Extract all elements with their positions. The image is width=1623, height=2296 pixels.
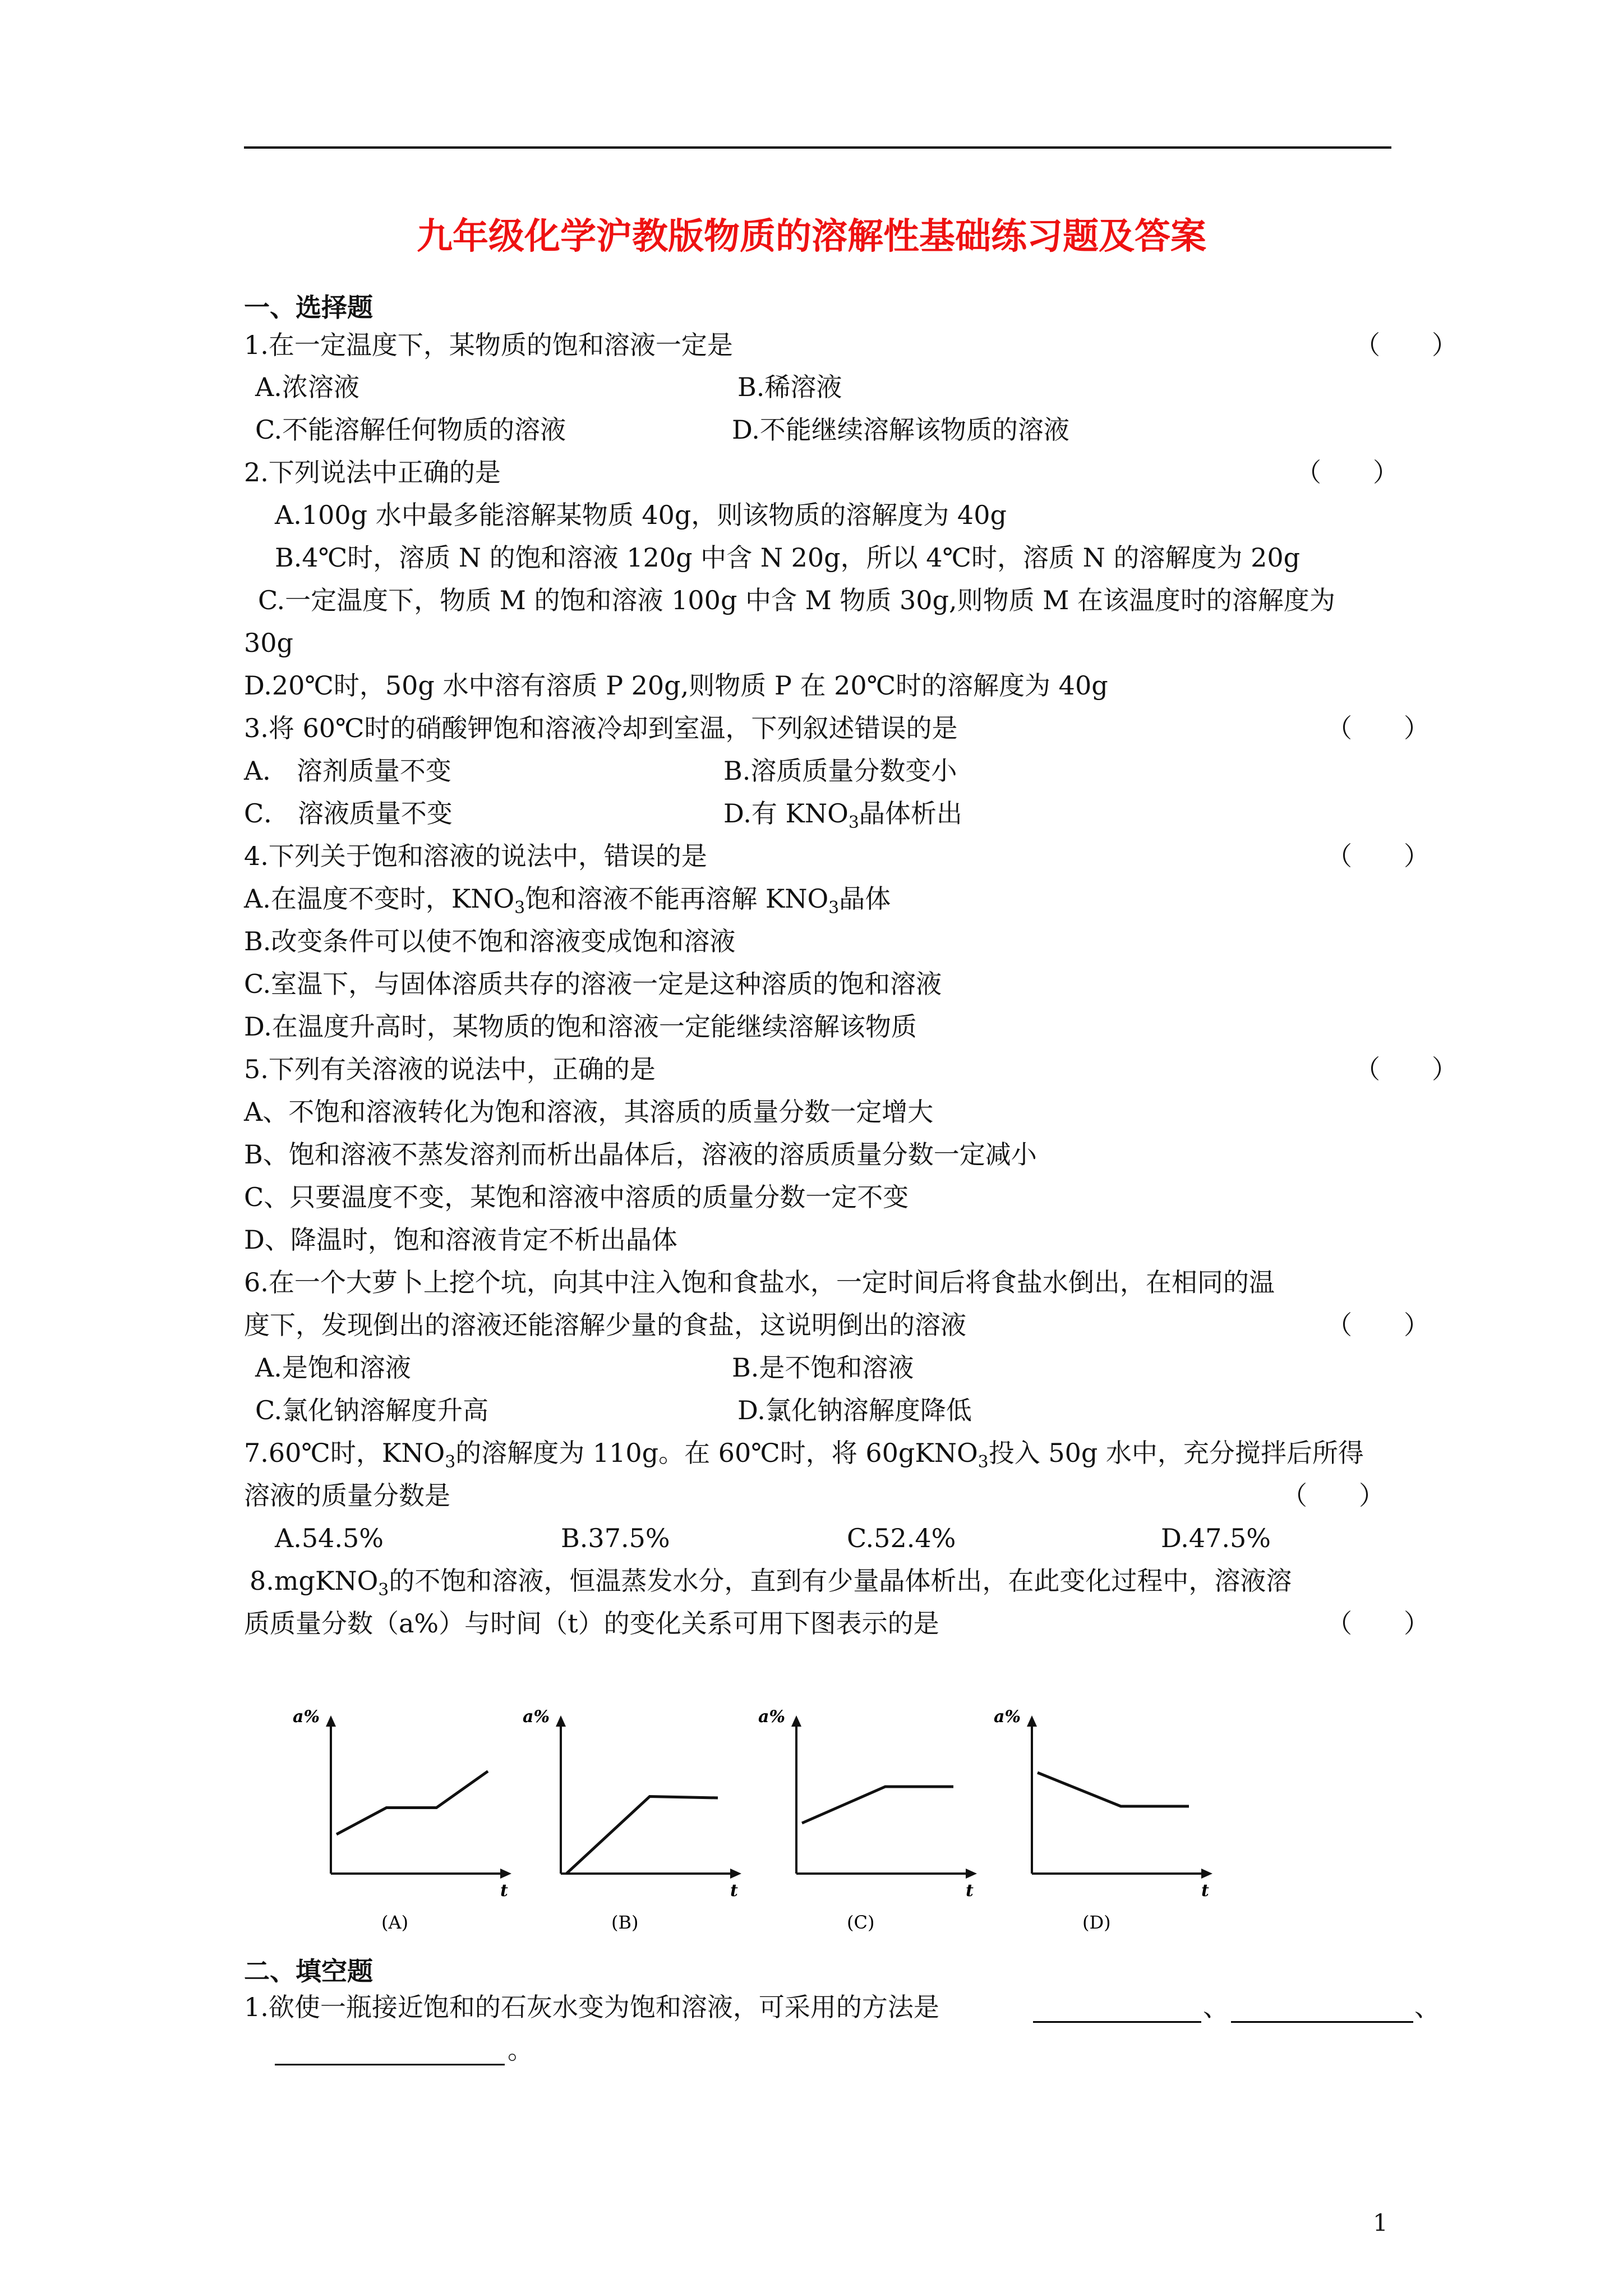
q1-stem: 1.在一定温度下，某物质的饱和溶液一定是 — [244, 330, 733, 360]
fill1-blank-2[interactable] — [1231, 2021, 1413, 2023]
q6-option-c: C.氯化钠溶解度升高 — [255, 1395, 489, 1425]
q6-option-b: B.是不饱和溶液 — [732, 1352, 914, 1383]
q5-option-a: A、不饱和溶液转化为饱和溶液，其溶质的质量分数一定增大 — [244, 1097, 934, 1127]
q7-option-a: A.54.5% — [275, 1523, 384, 1553]
q6-stem-line1: 6.在一个大萝卜上挖个坑，向其中注入饱和食盐水，一定时间后将食盐水倒出，在相同的温 — [244, 1267, 1275, 1297]
q6-option-a: A.是饱和溶液 — [255, 1352, 411, 1383]
graph-a — [280, 1700, 508, 1935]
fill1-stem: 1.欲使一瓶接近饱和的石灰水变为饱和溶液，可采用的方法是 — [244, 1992, 939, 2022]
q4-option-d: D.在温度升高时，某物质的饱和溶液一定能继续溶解该物质 — [244, 1011, 917, 1042]
q3-option-a: A． 溶剂质量不变 — [244, 756, 451, 786]
q3-option-d: D.有 $KNO_3$晶体析出 — [723, 798, 962, 833]
q5-option-d: D、降温时，饱和溶液肯定不析出晶体 — [244, 1225, 677, 1255]
graph-c — [746, 1700, 974, 1935]
q5-option-b: B、饱和溶液不蒸发溶剂而析出晶体后，溶液的溶质质量分数一定减小 — [244, 1139, 1037, 1170]
graph-caption: (C) — [847, 1912, 875, 1933]
y-axis-arrow — [556, 1715, 566, 1727]
q1-option-d: D.不能继续溶解该物质的溶液 — [732, 415, 1069, 445]
fill1-blank-1[interactable] — [1033, 2021, 1201, 2023]
q1-answer-paren: （ ） — [1354, 330, 1458, 360]
q7-option-d: D.47.5% — [1161, 1523, 1271, 1553]
q7-answer-paren: （ ） — [1281, 1480, 1385, 1511]
graph-d — [981, 1700, 1209, 1935]
graph-svg — [280, 1700, 508, 1935]
q3-answer-paren: （ ） — [1326, 713, 1430, 743]
y-axis-arrow — [791, 1715, 801, 1727]
graph-svg — [510, 1700, 738, 1935]
q4-answer-paren: （ ） — [1326, 841, 1430, 871]
q8-stem-line2: 质质量分数（a%）与时间（t）的变化关系可用下图表示的是 — [244, 1608, 939, 1639]
q7-stem-line2: 溶液的质量分数是 — [244, 1480, 450, 1511]
graph-b — [510, 1700, 738, 1935]
y-axis-label: a% — [293, 1707, 320, 1727]
document-title: 九年级化学沪教版物质的溶解性基础练习题及答案 — [417, 216, 1206, 257]
q2-option-a: A.100g 水中最多能溶解某物质 40g，则该物质的溶解度为 40g — [275, 500, 1007, 530]
graph-svg — [981, 1700, 1209, 1935]
q2-option-c: C.一定温度下，物质 M 的饱和溶液 100g 中含 M 物质 30g,则物质 M 在该温度时的溶解度为 — [258, 585, 1335, 615]
section-heading-choice: 一、选择题 — [244, 292, 373, 323]
x-axis-label: t — [730, 1881, 738, 1901]
graph-caption: (A) — [381, 1912, 409, 1933]
q2-stem: 2.下列说法中正确的是 — [244, 457, 501, 487]
q1-option-b: B.稀溶液 — [737, 372, 842, 402]
x-axis-label: t — [966, 1881, 974, 1901]
q7-option-c: C.52.4% — [847, 1523, 956, 1553]
q6-answer-paren: （ ） — [1326, 1310, 1430, 1340]
q4-option-c: C.室温下，与固体溶质共存的溶液一定是这种溶质的饱和溶液 — [244, 969, 942, 999]
fill1-blank-3[interactable] — [275, 2064, 505, 2065]
data-line — [1038, 1773, 1189, 1806]
y-axis-label: a% — [994, 1707, 1021, 1727]
section-heading-fill: 二、填空题 — [244, 1956, 373, 1986]
q2-answer-paren: （ ） — [1295, 457, 1399, 487]
x-axis-arrow — [730, 1869, 741, 1879]
q3-option-b: B.溶质质量分数变小 — [723, 756, 957, 786]
q4-option-b: B.改变条件可以使不饱和溶液变成饱和溶液 — [244, 926, 736, 956]
q1-option-a: A.浓溶液 — [255, 372, 359, 402]
q6-option-d: D.氯化钠溶解度降低 — [737, 1395, 972, 1425]
q8-answer-paren: （ ） — [1326, 1608, 1430, 1639]
q5-option-c: C、只要温度不变，某饱和溶液中溶质的质量分数一定不变 — [244, 1182, 909, 1212]
y-axis-label: a% — [758, 1707, 785, 1727]
data-line — [336, 1772, 488, 1835]
x-axis-arrow — [500, 1869, 511, 1879]
y-axis-arrow — [1027, 1715, 1037, 1727]
fill1-separator-2: 、 — [1414, 1992, 1440, 2022]
q4-option-a: A.在温度不变时，$KNO_3$饱和溶液不能再溶解 $KNO_3$晶体 — [244, 884, 891, 918]
q2-option-b: B.4℃时，溶质 N 的饱和溶液 120g 中含 N 20g，所以 4℃时，溶质 N 的溶解度为 20g — [275, 542, 1301, 573]
fill1-separator-1: 、 — [1203, 1992, 1229, 2022]
graph-caption: (D) — [1082, 1912, 1111, 1933]
q5-answer-paren: （ ） — [1354, 1054, 1458, 1084]
q8-stem-line1: 8.mgKNO$_3$的不饱和溶液，恒温蒸发水分，直到有少量晶体析出，在此变化过程中，溶液溶 — [250, 1566, 1292, 1600]
q7-option-b: B.37.5% — [561, 1523, 670, 1553]
x-axis-label: t — [500, 1881, 508, 1901]
x-axis-label: t — [1201, 1881, 1209, 1901]
page-number: 1 — [1373, 2209, 1388, 2237]
graph-caption: (B) — [611, 1912, 639, 1933]
q7-stem-line1: 7.60℃时，$KNO_3$的溶解度为 110g。在 60℃时，将 60gKNO$_3$投入 50g 水中，充分搅拌后所得 — [244, 1438, 1364, 1473]
graph-svg — [746, 1700, 974, 1935]
x-axis-arrow — [966, 1869, 977, 1879]
data-line — [802, 1787, 953, 1823]
y-axis-arrow — [326, 1715, 336, 1727]
q2-option-c-cont: 30g — [244, 628, 293, 658]
fill1-end: 。 — [508, 2035, 533, 2065]
q2-option-d: D.20℃时，50g 水中溶有溶质 P 20g,则物质 P 在 20℃时的溶解度为 40g — [244, 670, 1108, 701]
q1-option-c: C.不能溶解任何物质的溶液 — [255, 415, 566, 445]
q5-stem: 5.下列有关溶液的说法中，正确的是 — [244, 1054, 656, 1084]
data-line — [566, 1797, 718, 1874]
q3-stem: 3.将 60℃时的硝酸钾饱和溶液冷却到室温，下列叙述错误的是 — [244, 713, 958, 743]
y-axis-label: a% — [523, 1707, 550, 1727]
q6-stem-line2: 度下，发现倒出的溶液还能溶解少量的食盐，这说明倒出的溶液 — [244, 1310, 966, 1340]
q3-option-c: C． 溶液质量不变 — [244, 798, 453, 829]
x-axis-arrow — [1201, 1869, 1212, 1879]
header-rule — [244, 146, 1391, 149]
q4-stem: 4.下列关于饱和溶液的说法中，错误的是 — [244, 841, 707, 871]
